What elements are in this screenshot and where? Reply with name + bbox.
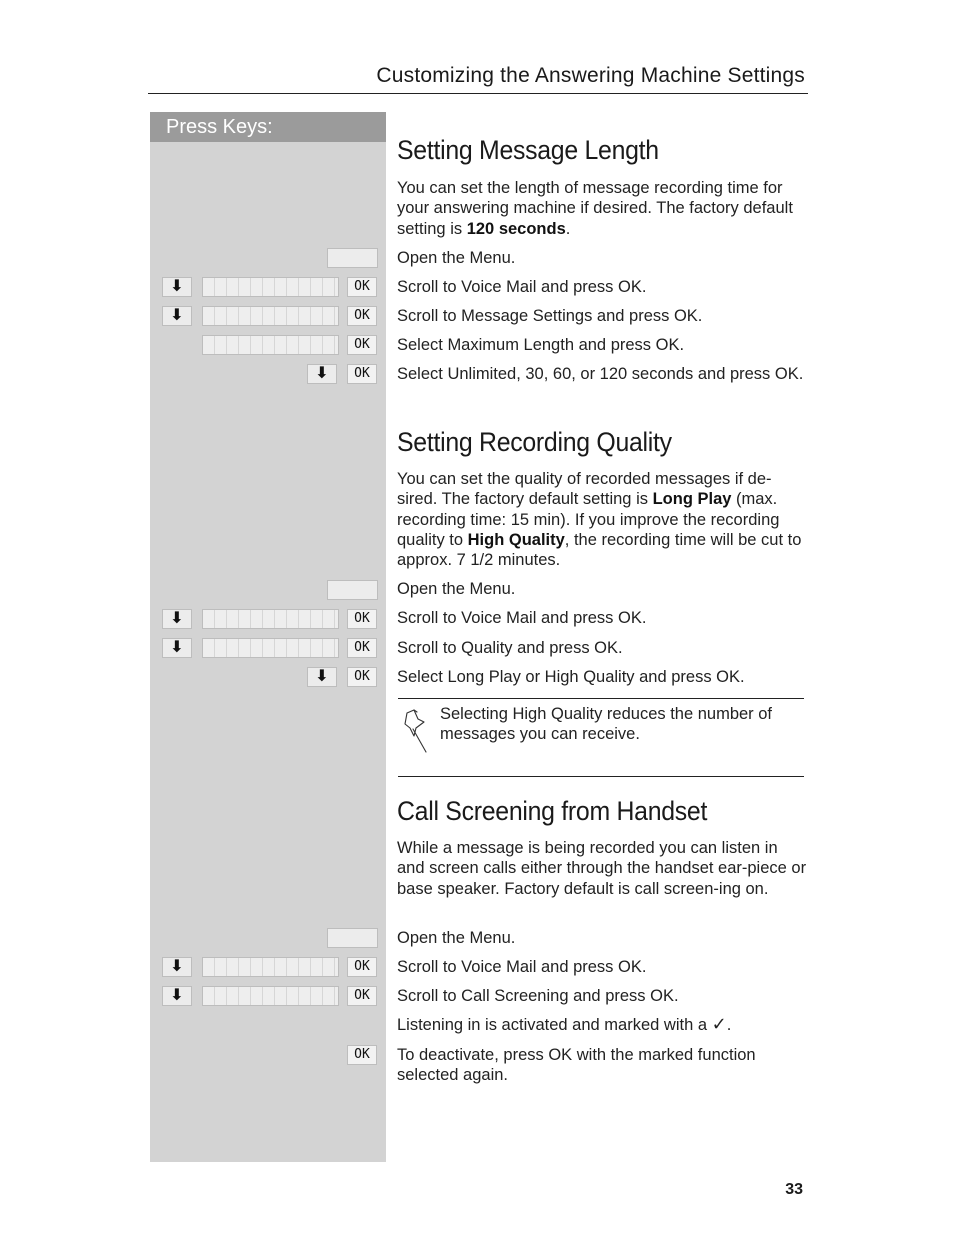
step-text: Scroll to Voice Mail and press OK. — [397, 609, 647, 627]
section-heading-recording-quality: Setting Recording Quality — [397, 427, 672, 457]
display-field — [202, 986, 339, 1006]
down-arrow-key: ⬇ — [162, 986, 192, 1006]
ok-key: OK — [347, 335, 377, 355]
down-arrow-key: ⬇ — [162, 609, 192, 629]
step-text: Scroll to Quality and press OK. — [397, 639, 623, 657]
ok-key: OK — [347, 306, 377, 326]
page-number: 33 — [785, 1181, 803, 1198]
running-header: Customizing the Answering Machine Settings — [376, 64, 805, 87]
section-intro-recording-quality: You can set the quality of recorded messages if de-sired. The factory default setting is Long Play (max. recording time: 15 min). If you improve the recording quality to High Quality, the recording time will be cut to approx. 7 1/2 minutes. — [397, 470, 802, 570]
ok-key: OK — [347, 364, 377, 384]
step-text: Select Maximum Length and press OK. — [397, 336, 685, 354]
display-field — [202, 306, 339, 326]
ok-key: OK — [347, 609, 377, 629]
step-text: Open the Menu. — [397, 929, 516, 947]
section-intro-message-length: You can set the length of message recording time for your answering machine if desired. The factory default setting is 120 seconds. — [397, 179, 793, 238]
down-arrow-key: ⬇ — [162, 638, 192, 658]
display-field — [202, 609, 339, 629]
display-field — [202, 335, 339, 355]
display-field — [202, 957, 339, 977]
menu-key — [327, 928, 378, 948]
down-arrow-key: ⬇ — [162, 277, 192, 297]
note-top-rule — [398, 698, 804, 699]
ok-key: OK — [347, 667, 377, 687]
section-intro-call-screening: While a message is being recorded you can listen in and screen calls either through the handset ear-piece or base speaker. Factory default is call screen-ing on. — [397, 839, 807, 898]
display-field — [202, 277, 339, 297]
down-arrow-key: ⬇ — [307, 667, 337, 687]
ok-key: OK — [347, 986, 377, 1006]
ok-key: OK — [347, 638, 377, 658]
down-arrow-key: ⬇ — [162, 957, 192, 977]
note-bottom-rule — [398, 776, 804, 777]
step-text: Scroll to Voice Mail and press OK. — [397, 278, 647, 296]
note-text: Selecting High Quality reduces the number of messages you can receive. — [440, 705, 773, 744]
menu-key — [327, 580, 378, 600]
step-text: To deactivate, press OK with the marked function selected again. — [397, 1046, 756, 1085]
section-heading-call-screening: Call Screening from Handset — [397, 796, 708, 826]
ok-key: OK — [347, 277, 377, 297]
step-text: Open the Menu. — [397, 580, 516, 598]
step-text: Listening in is activated and marked with a ✓. — [397, 1014, 732, 1035]
down-arrow-key: ⬇ — [307, 364, 337, 384]
pushpin-icon — [404, 708, 430, 754]
step-text: Scroll to Message Settings and press OK. — [397, 307, 703, 325]
header-rule — [148, 93, 808, 94]
step-text: Scroll to Call Screening and press OK. — [397, 987, 679, 1005]
down-arrow-key: ⬇ — [162, 306, 192, 326]
section-heading-message-length: Setting Message Length — [397, 135, 659, 165]
step-text: Scroll to Voice Mail and press OK. — [397, 958, 647, 976]
ok-key: OK — [347, 1045, 377, 1065]
press-keys-label: Press Keys: — [150, 112, 386, 142]
menu-key — [327, 248, 378, 268]
checkmark-icon: ✓ — [711, 1014, 727, 1035]
step-text: Select Long Play or High Quality and press OK. — [397, 668, 745, 686]
display-field — [202, 638, 339, 658]
step-text: Open the Menu. — [397, 249, 516, 267]
step-text: Select Unlimited, 30, 60, or 120 seconds and press OK. — [397, 365, 804, 383]
ok-key: OK — [347, 957, 377, 977]
